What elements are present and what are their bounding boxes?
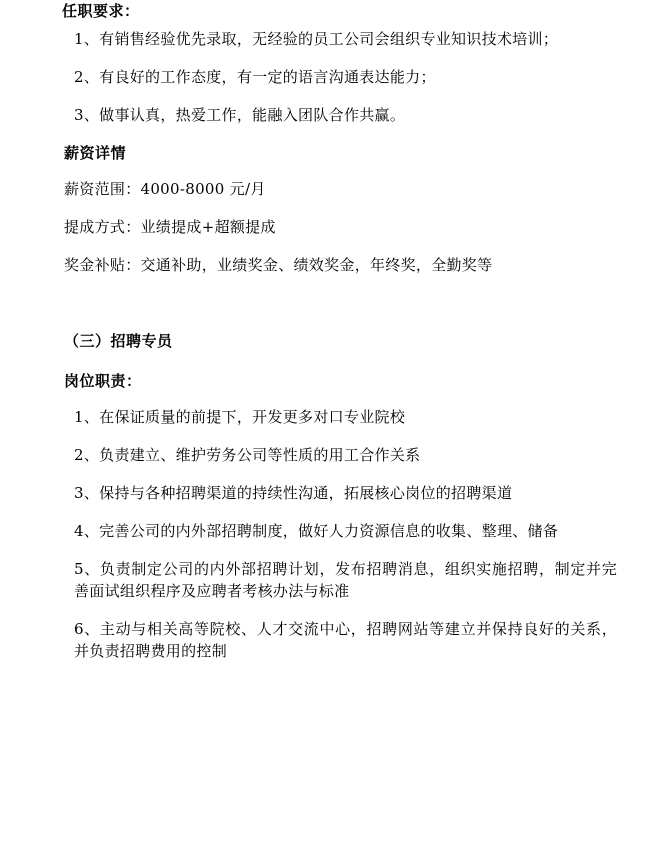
salary-heading: 薪资详情	[64, 144, 127, 162]
requirements-heading: 任职要求：	[62, 2, 140, 20]
requirements-item-1: 1、有销售经验优先录取，无经验的员工公司会组织专业知识技术培训；	[74, 30, 559, 48]
recruiter-duty-1: 1、在保证质量的前提下，开发更多对口专业院校	[74, 408, 406, 426]
section-requirements	[62, 0, 617, 126]
salary-range: 薪资范围：4000-8000 元/月	[64, 180, 266, 198]
section-divider-space	[62, 292, 617, 330]
recruiter-duty-4: 4、完善公司的内外部招聘制度，做好人力资源信息的收集、整理、储备	[74, 522, 559, 540]
salary-bonus: 奖金补贴：交通补助，业绩奖金、绩效奖金，年终奖，全勤奖等	[64, 256, 493, 274]
recruiter-duty-2: 2、负责建立、维护劳务公司等性质的用工合作关系	[74, 446, 421, 464]
recruiter-duties-heading: 岗位职责：	[64, 372, 142, 390]
recruiter-duty-5: 5、负责制定公司的内外部招聘计划，发布招聘消息，组织实施招聘，制定并完善面试组织程序及应聘者考核办法与标准	[74, 560, 617, 600]
recruiter-section-title: （三）招聘专员	[64, 332, 173, 350]
requirements-item-3: 3、做事认真，热爱工作，能融入团队合作共赢。	[74, 106, 406, 124]
recruiter-duty-3: 3、保持与各种招聘渠道的持续性沟通，拓展核心岗位的招聘渠道	[74, 484, 513, 502]
requirements-item-2: 2、有良好的工作态度，有一定的语言沟通表达能力；	[74, 68, 436, 86]
section-salary	[62, 142, 617, 276]
recruiter-duty-6: 6、主动与相关高等院校、人才交流中心，招聘网站等建立并保持良好的关系，并负责招聘费用的控制	[74, 620, 617, 660]
salary-commission: 提成方式：业绩提成+超额提成	[64, 218, 276, 236]
section-recruiter	[62, 330, 617, 662]
